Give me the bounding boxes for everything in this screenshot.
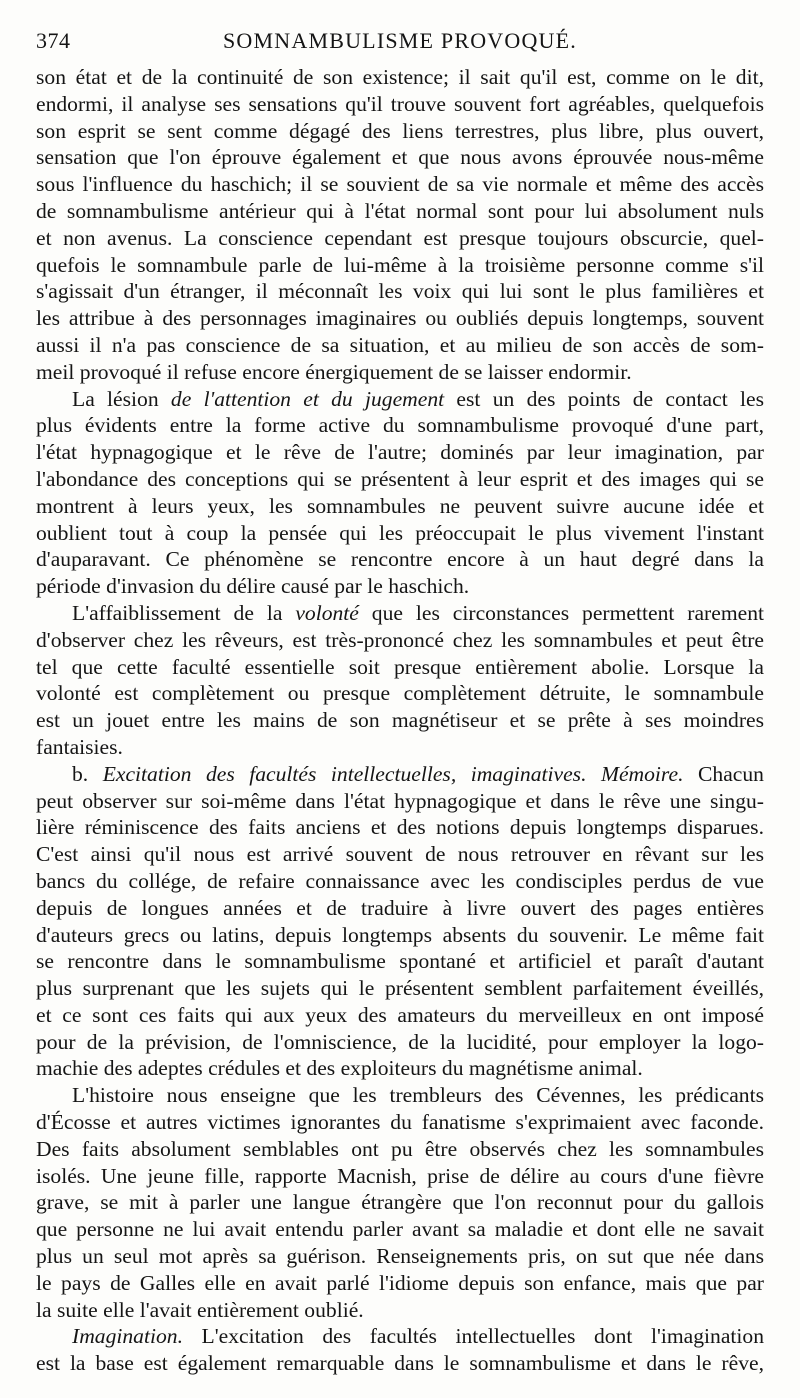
text-line <box>36 1216 764 1243</box>
text-line <box>36 1243 764 1270</box>
text-segment: montrent à leurs yeux, les somnambules ne peuvent suivre aucune idée et <box>36 493 764 518</box>
text-line <box>36 1189 764 1216</box>
text-segment: machie des adeptes crédules et des exploiteurs du magnétisme animal. <box>36 1056 643 1081</box>
text-line <box>36 278 764 305</box>
text-line <box>36 1029 764 1056</box>
text-line <box>36 64 764 91</box>
text-line <box>36 1136 764 1163</box>
text-segment: grave, se mit à parler une langue étrangère que l'on reconnut pour du gallois <box>36 1190 764 1215</box>
text-line <box>36 198 764 225</box>
text-segment: sensation que l'on éprouve également et que nous avons éprouvée nous-même <box>36 145 764 170</box>
text-line <box>36 118 764 145</box>
text-segment: plus évidents entre la forme active du somnambulisme provoqué d'une part, <box>36 413 764 438</box>
text-segment: volonté est complètement ou presque complètement détruite, le somnambule <box>36 681 764 706</box>
text-line <box>36 1270 764 1297</box>
text-segment: d'auparavant. Ce phénomène se rencontre encore à un haut degré dans la <box>36 547 764 572</box>
text-segment: L'excitation des facultés intellectuelles dont l'imagination <box>182 1324 764 1349</box>
text-segment: depuis de longues années et de traduire à livre ouvert des pages entières <box>36 895 764 920</box>
text-line <box>36 1055 764 1082</box>
text-line <box>36 466 764 493</box>
text-segment: son état et de la continuité de son existence; il sait qu'il est, comme on le dit, <box>36 65 764 89</box>
text-segment: oublient tout à coup la pensée qui les préoccupait le plus vivement l'instant <box>36 520 764 545</box>
text-line <box>36 1350 764 1377</box>
italic-text: volonté <box>295 600 359 625</box>
text-segment: sous l'influence du haschich; il se souvient de sa vie normale et même des accès <box>36 172 764 197</box>
text-segment: se rencontre dans le somnambulisme spontané et artificiel et paraît d'autant <box>36 949 764 974</box>
text-segment: pour de la prévision, de l'omniscience, de la lucidité, pour employer la logo- <box>36 1029 764 1054</box>
text-segment: b. <box>72 761 103 786</box>
text-line <box>36 654 764 681</box>
text-line <box>36 1082 764 1109</box>
text-line <box>36 252 764 279</box>
text-segment: tel que cette faculté essentielle soit presque entièrement abolie. Lorsque la <box>36 654 764 679</box>
text-segment: fantaisies. <box>36 734 123 759</box>
text-line <box>36 1297 764 1324</box>
text-segment: que personne ne lui avait entendu parler avant sa maladie et dont elle ne savait <box>36 1217 764 1242</box>
text-segment: le pays de Galles elle en avait parlé l'idiome depuis son enfance, mais que par <box>36 1270 764 1295</box>
text-segment: et non avenus. La conscience cependant est presque toujours obscurcie, quel- <box>36 225 764 250</box>
text-line <box>36 788 764 815</box>
text-segment: Des faits absolument semblables ont pu être observés chez les somnambules <box>36 1136 764 1161</box>
text-segment: bancs du collége, de refaire connaissance avec les condisciples perdus de vue <box>36 868 764 893</box>
text-line <box>36 868 764 895</box>
text-line <box>36 573 764 600</box>
text-line <box>36 895 764 922</box>
text-line <box>36 412 764 439</box>
text-segment: la suite elle l'avait entièrement oublié. <box>36 1297 364 1322</box>
text-segment: L'histoire nous enseigne que les trembleurs des Cévennes, les prédicants <box>72 1083 764 1108</box>
text-segment: d'observer chez les rêveurs, est très-prononcé chez les somnambules et peut être <box>36 627 764 652</box>
text-line <box>36 734 764 761</box>
text-segment: C'est ainsi qu'il nous est arrivé souvent de nous retrouver en rêvant sur les <box>36 842 764 867</box>
text-line <box>36 922 764 949</box>
text-segment: l'état hypnagogique et le rêve de l'autre; dominés par leur imagination, par <box>36 440 764 465</box>
text-line <box>36 948 764 975</box>
text-line <box>36 600 764 627</box>
text-segment: Chacun <box>683 761 764 786</box>
text-line <box>36 1323 764 1350</box>
text-line <box>36 680 764 707</box>
text-line <box>36 332 764 359</box>
text-line <box>36 386 764 413</box>
page-number: 374 <box>36 28 71 53</box>
text-segment: quefois le somnambule parle de lui-même à la troisième personne comme s'il <box>36 252 764 277</box>
text-line <box>36 1002 764 1029</box>
text-line <box>36 841 764 868</box>
text-line <box>36 975 764 1002</box>
italic-text: Imagination. <box>72 1324 183 1349</box>
text-segment: plus surprenant que les sujets qui le présentent semblent parfaitement éveillés, <box>36 976 764 1001</box>
text-segment: isolés. Une jeune fille, rapporte Macnish, prise de délire au cours d'une fièvre <box>36 1163 764 1188</box>
text-segment: période d'invasion du délire causé par le haschich. <box>36 574 470 599</box>
text-segment: aussi il n'a pas conscience de sa situation, et au milieu de son accès de som- <box>36 332 764 357</box>
text-line <box>36 627 764 654</box>
text-segment: d'auteurs grecs ou latins, depuis longtemps absents du souvenir. Le même fait <box>36 922 764 947</box>
text-segment: meil provoqué il refuse encore énergiquement de se laisser endormir. <box>36 359 632 384</box>
text-segment: peut observer sur soi-même dans l'état hypnagogique et dans le rêve une singu- <box>36 788 764 813</box>
text-segment: son esprit se sent comme dégagé des liens terrestres, plus libre, plus ouvert, <box>36 118 764 143</box>
text-line <box>36 520 764 547</box>
text-segment: de somnambulisme antérieur qui à l'état normal sont pour lui absolument nuls <box>36 198 764 223</box>
italic-text: Excitation des facultés intellectuelles, imaginatives. Mémoire. <box>102 761 684 786</box>
text-line <box>36 546 764 573</box>
text-line <box>36 814 764 841</box>
text-line <box>36 707 764 734</box>
text-line <box>36 144 764 171</box>
text-segment: est un des points de contact les <box>444 386 764 411</box>
text-segment: d'Écosse et autres victimes ignorantes du fanatisme s'exprimaient avec faconde. <box>36 1110 764 1135</box>
text-segment: que les circonstances permettent rarement <box>358 600 764 625</box>
text-segment: plus un seul mot après sa guérison. Renseignements pris, on sut que née dans <box>36 1244 764 1269</box>
text-segment: l'abondance des conceptions qui se présentent à leur esprit et des images qui se <box>36 466 764 491</box>
text-segment: s'agissait d'un étranger, il méconnaît les voix qui lui sont le plus familières et <box>36 279 764 304</box>
text-line <box>36 439 764 466</box>
text-line <box>36 225 764 252</box>
text-segment: est la base est également remarquable dans le somnambulisme et dans le rêve, <box>36 1351 764 1376</box>
text-segment: L'affaiblissement de la <box>72 600 296 625</box>
text-segment: lière réminiscence des faits anciens et des notions depuis longtemps disparues. <box>36 815 764 840</box>
text-line <box>36 493 764 520</box>
text-segment: est un jouet entre les mains de son magnétiseur et se prête à ses moindres <box>36 708 764 733</box>
text-line <box>36 761 764 788</box>
text-line <box>36 359 764 386</box>
text-segment: La lésion <box>72 386 171 411</box>
text-line <box>36 1163 764 1190</box>
text-line <box>36 305 764 332</box>
text-line <box>36 171 764 198</box>
italic-text: de l'attention et du jugement <box>170 386 445 411</box>
text-line <box>36 91 764 118</box>
text-segment: et ce sont ces faits qui aux yeux des amateurs du merveilleux en ont imposé <box>36 1002 764 1027</box>
text-line <box>36 1109 764 1136</box>
running-header <box>36 24 764 58</box>
running-title: SOMNAMBULISME PROVOQUÉ. <box>223 28 577 53</box>
text-segment: endormi, il analyse ses sensations qu'il trouve souvent fort agréables, quelquefois <box>36 91 764 116</box>
text-segment: les attribue à des personnages imaginaires ou oubliés depuis longtemps, souvent <box>36 306 764 331</box>
body-text <box>36 64 764 1377</box>
